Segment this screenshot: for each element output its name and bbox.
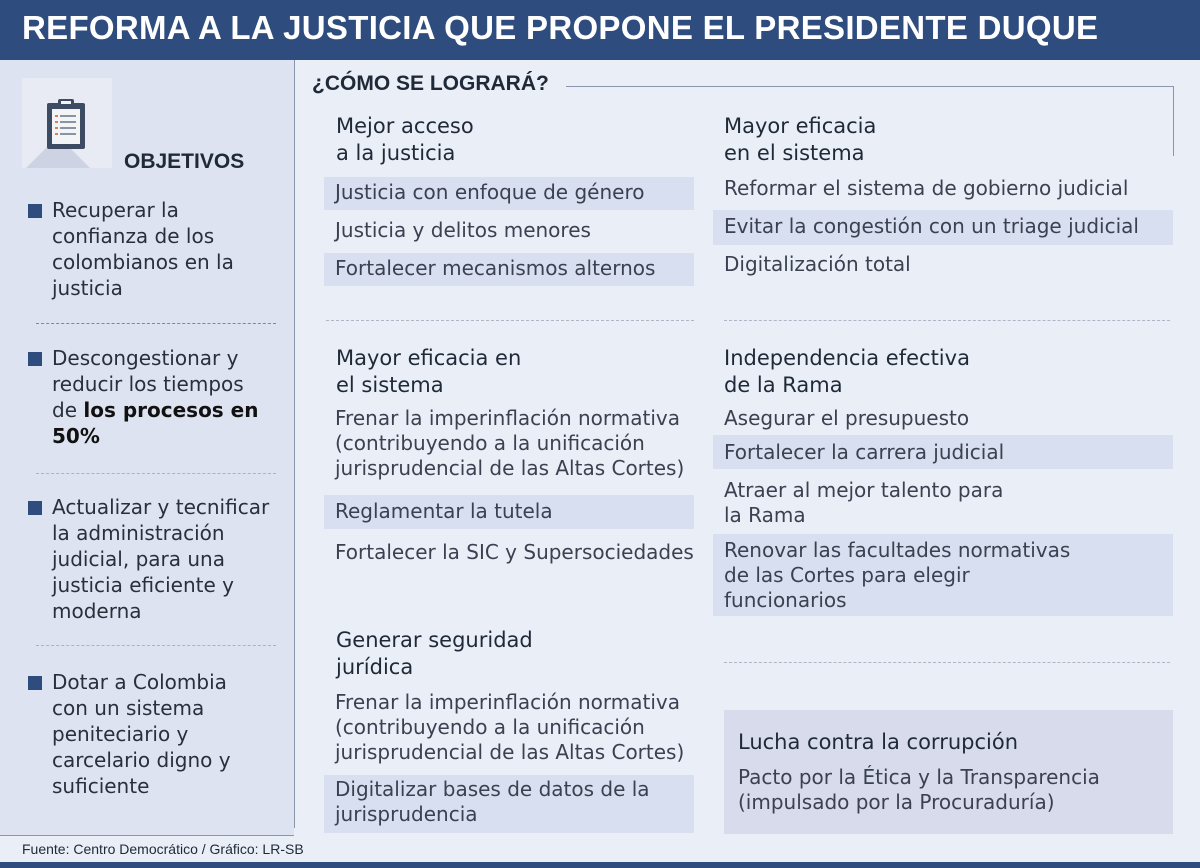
bullet-square — [28, 204, 42, 218]
section-title: Mayor eficacia en el sistema — [724, 114, 877, 165]
dashed-separator — [724, 320, 1170, 321]
objetivo-item: Dotar a Colombia con un sistema peniteciario y carcelario digno y suficiente — [28, 669, 283, 799]
como-title: ¿CÓMO SE LOGRARÁ? — [312, 72, 549, 95]
action-item: Frenar la imperinflación normativa (contribuyendo a la unificación jurisprudencial de las Altas Cortes) — [335, 690, 685, 764]
action-item: Renovar las facultades normativas de las Cortes para elegir funcionarios — [713, 534, 1173, 616]
clipboard-icon — [46, 98, 86, 150]
objetivo-item: Recuperar la confianza de los colombianos en la justicia — [28, 197, 283, 301]
action-item: Digitalizar bases de datos de la jurisprudencia — [324, 775, 694, 833]
dashed-separator — [36, 323, 276, 324]
vertical-divider — [294, 60, 295, 828]
action-item: Justicia y delitos menores — [335, 218, 591, 242]
action-item: Reglamentar la tutela — [324, 495, 694, 529]
title-rule-corner — [1173, 86, 1174, 156]
dashed-separator — [36, 645, 276, 646]
section-title: Generar seguridad jurídica — [336, 628, 533, 679]
page-title: REFORMA A LA JUSTICIA QUE PROPONE EL PRESIDENTE DUQUE — [22, 9, 1099, 46]
dashed-separator — [326, 320, 694, 321]
header-banner — [0, 0, 1200, 60]
action-item: Justicia con enfoque de género — [324, 177, 694, 210]
action-item: Evitar la congestión con un triage judicial — [713, 210, 1173, 245]
clipboard-tile — [22, 78, 112, 168]
action-item: Digitalización total — [724, 252, 911, 276]
bullet-square — [28, 352, 42, 366]
action-item: Pacto por la Ética y la Transparencia (impulsado por la Procuraduría) — [738, 765, 1100, 814]
bullet-square — [28, 676, 42, 690]
footer-divider — [0, 835, 294, 836]
action-item: Fortalecer mecanismos alternos — [324, 253, 694, 286]
action-item: Atraer al mejor talento para la Rama — [724, 478, 1004, 527]
objetivo-item: Descongestionar y reducir los tiempos de los procesos en 50% — [28, 345, 283, 449]
source-credit: Fuente: Centro Democrático / Gráfico: LR-SB — [22, 841, 304, 857]
action-item: Reformar el sistema de gobierno judicial — [724, 176, 1129, 200]
action-item: Asegurar el presupuesto — [724, 406, 970, 430]
bottom-bar — [0, 862, 1200, 868]
bullet-square — [28, 501, 42, 515]
objetivos-title: OBJETIVOS — [124, 150, 245, 173]
objetivo-item: Actualizar y tecnificar la administración judicial, para una justicia eficiente y moderna — [28, 494, 283, 624]
section-title: Mayor eficacia en el sistema — [336, 346, 522, 397]
section-title: Mejor acceso a la justicia — [336, 114, 474, 165]
section-title: Independencia efectiva de la Rama — [724, 346, 970, 397]
action-item: Fortalecer la SIC y Supersociedades — [335, 540, 694, 564]
section-title: Lucha contra la corrupción — [738, 730, 1019, 754]
action-item: Frenar la imperinflación normativa (contribuyendo a la unificación jurisprudencial de las Altas Cortes) — [335, 406, 685, 480]
action-item: Fortalecer la carrera judicial — [713, 435, 1173, 469]
dashed-separator — [724, 662, 1170, 663]
title-rule — [566, 86, 1174, 87]
dashed-separator — [36, 473, 276, 474]
corruption-box — [724, 710, 1173, 834]
